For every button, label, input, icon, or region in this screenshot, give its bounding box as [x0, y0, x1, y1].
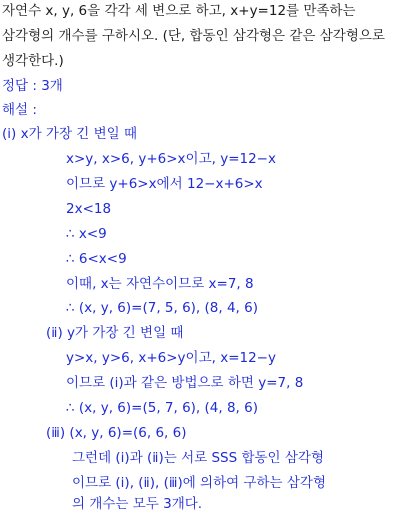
case2-line-3: ∴ (x, y, 6)=(5, 7, 6), (4, 8, 6)	[66, 400, 258, 416]
problem-line-3: 생각한다.)	[2, 53, 64, 69]
case1-line-4: ∴ x<9	[66, 226, 107, 242]
case3-line-3: 의 개수는 모두 3개다.	[72, 496, 203, 512]
case1-line-3: 2x<18	[66, 201, 112, 217]
case3-line-1: 그런데 (ⅰ)과 (ⅱ)는 서로 SSS 합동인 삼각형	[72, 450, 324, 466]
problem-line-2: 삼각형의 개수를 구하시오. (단, 합동인 삼각형은 같은 삼각형으로	[2, 28, 385, 44]
problem-line-1: 자연수 x, y, 6을 각각 세 변으로 하고, x+y=12를 만족하는	[2, 3, 356, 19]
case2-line-2: 이므로 (ⅰ)과 같은 방법으로 하면 y=7, 8	[66, 375, 304, 391]
case2-title: (ⅱ) y가 가장 긴 변일 때	[46, 325, 184, 341]
case2-line-1: y>x, y>6, x+6>y이고, x=12−y	[66, 350, 276, 366]
case1-title: (ⅰ) x가 가장 긴 변일 때	[2, 126, 138, 142]
solution-header: 해설 :	[2, 102, 37, 118]
case1-line-1: x>y, x>6, y+6>x이고, y=12−x	[66, 151, 276, 167]
answer-line: 정답 : 3개	[2, 78, 63, 94]
case1-line-6: 이때, x는 자연수이므로 x=7, 8	[66, 276, 254, 292]
case1-line-5: ∴ 6<x<9	[66, 251, 127, 267]
case1-line-7: ∴ (x, y, 6)=(7, 5, 6), (8, 4, 6)	[66, 300, 258, 316]
case3-title: (ⅲ) (x, y, 6)=(6, 6, 6)	[46, 425, 187, 441]
case3-line-2: 이므로 (ⅰ), (ⅱ), (ⅲ)에 의하여 구하는 삼각형	[72, 475, 326, 491]
case1-line-2: 이므로 y+6>x에서 12−x+6>x	[66, 176, 263, 192]
